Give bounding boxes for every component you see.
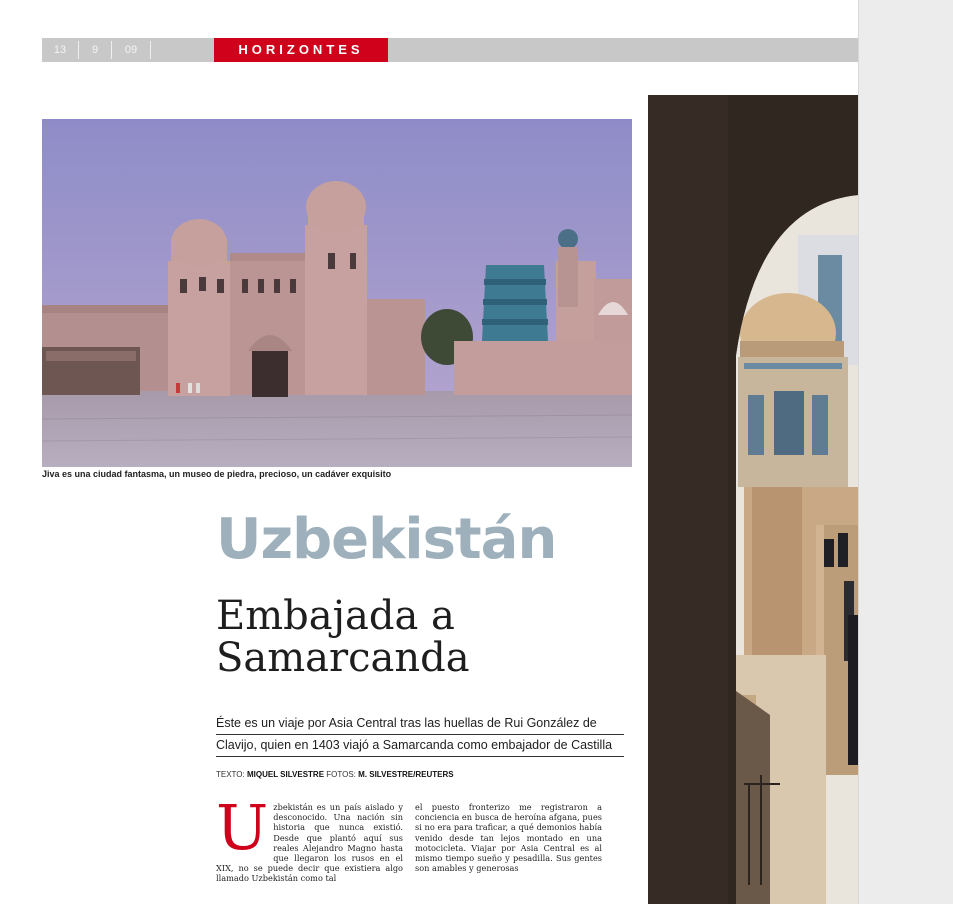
drop-cap: U xyxy=(216,791,269,864)
body-text: zbekistán es un país aislado y desconocido. Una nación sin historia que nunca existió. Desde que plantó aquí sus reales Alejandro Magno hasta que llegaron los rusos en el XIX, no se puede decir que existiera algo llamado Uzbekistán como tal xyxy=(216,802,403,884)
issue-year: 09 xyxy=(124,44,138,56)
page-header-bar xyxy=(42,38,858,62)
khiva-gate-photo xyxy=(42,119,632,467)
standfirst-line: Éste es un viaje por Asia Central tras las huellas de Rui González de xyxy=(216,713,624,735)
standfirst-line: Clavijo, quien en 1403 viajó a Samarcanda como embajador de Castilla xyxy=(216,735,624,757)
viewer-side-panel xyxy=(858,0,953,904)
byline-text-label: TEXTO: xyxy=(216,770,245,779)
article-standfirst xyxy=(216,713,624,757)
samarkand-archway-photo xyxy=(648,95,858,904)
body-column-2 xyxy=(415,802,602,873)
byline-photo-label: FOTOS: xyxy=(326,770,356,779)
section-tag: HORIZONTES xyxy=(214,38,388,62)
body-text: el puesto fronterizo me registraron a conciencia en busca de heroína afgana, pues si no era para traficar, a qué demonios había venido desde tan lejos montado en una motocicleta. Viajar por Asia Central es al mismo tiempo sueño y pesadilla. Sus gentes son amables y generosas xyxy=(415,802,602,874)
issue-month: 9 xyxy=(91,44,99,56)
byline-author: MIQUEL SILVESTRE xyxy=(246,770,325,779)
photo-caption: Jiva es una ciudad fantasma, un museo de piedra, precioso, un cadáver exquisito xyxy=(42,469,392,479)
article-byline xyxy=(216,770,454,779)
body-column-1 xyxy=(216,791,403,884)
folio-divider xyxy=(150,41,151,59)
byline-photographer: M. SILVESTRE/REUTERS xyxy=(358,770,454,779)
article-headline: Embajada a Samarcanda xyxy=(216,593,470,681)
article-kicker: Uzbekistán xyxy=(216,507,557,572)
issue-day: 13 xyxy=(53,44,67,56)
